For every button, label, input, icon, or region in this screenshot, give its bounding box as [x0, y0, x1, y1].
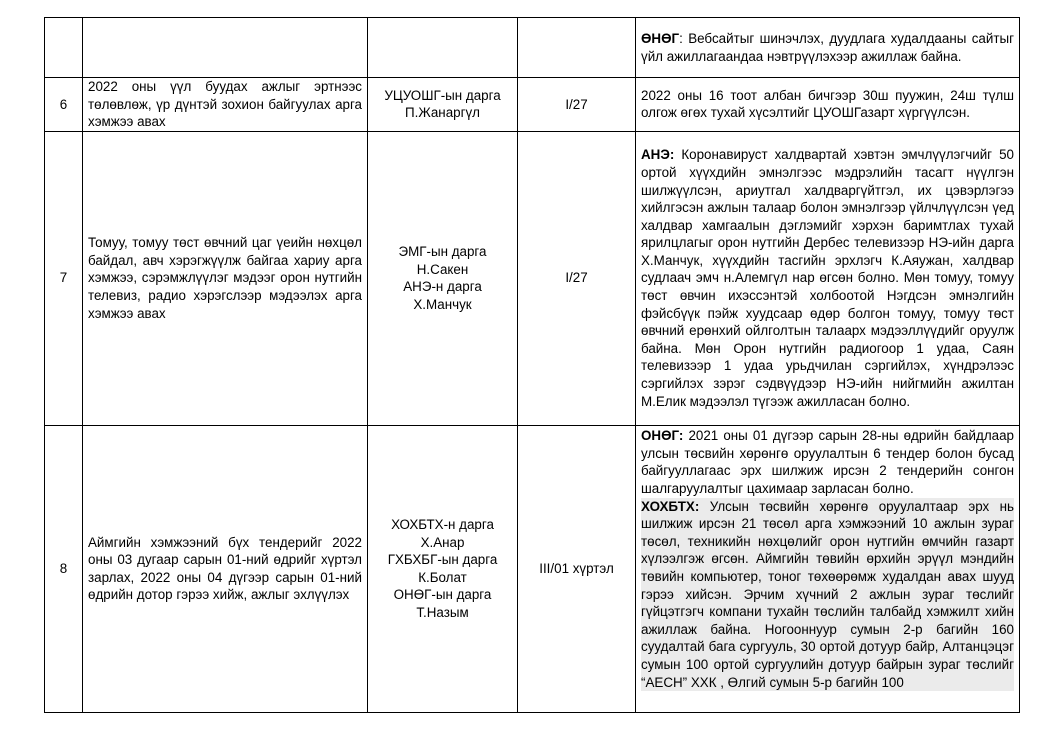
- responsible-line: Т.Назым: [416, 604, 469, 620]
- result-paragraph: [641, 87, 1014, 122]
- result-paragraph: [641, 498, 1014, 692]
- responsible-line: ХОХБТХ-н дарга: [391, 517, 494, 532]
- report-table: [44, 17, 1020, 713]
- table-row: [45, 425, 1020, 712]
- org-label: АНЭ:: [641, 147, 675, 163]
- table-row: [45, 131, 1020, 425]
- result-text: Коронавируст халдвартай хэвтэн эмчлүүлэгчийг 50 ортой хүүхдийн эмнэлгээс мэдрэлийн тасагт нүүлгэн шилжүүлсэн, ариутгал халдваргүйтгэл, их цэвэрлэгээ хийлгэсэн ажлын талаар болон эмнэлгээр үйлчлүүлсэн үед халдвар хамгаалын дэглэмийг хэрхэн баримтлах тухай ярилцлагыг орон нутгийн Дербес телевизээр НЭ-ийн дарга Х.Манчук, хүүхдийн тасгийн эрхлэгч К.Аяужан, халдвар судлаач эмч н.Алемгүл нар өгсөн болно. Мөн томуу, томуу төст өвчин ихэссэнтэй холбоотой Нэгдсэн эмнэлгийн фэйсбүүк пэйж хуудсаар өдөр болгон томуу, томуу төст өвчний ерөнхий ойлголтын талаарх мэдээллүүдийг оруулж байна. Мөн Орон нутгийн радиогоор 1 удаа, Саян телевизээр 1 удаа урьдчилан сэргийлэх, хүндрэлээс сэргийлэх зэрэг сэдвүүдээр НЭ-ийн нийгмийн ажилтан М.Елик мэдээлэл түгээж ажилласан болно.: [641, 147, 1014, 409]
- result-paragraph: [641, 30, 1014, 65]
- responsible-line: Х.Манчук: [413, 296, 472, 312]
- deadline-cell: I/27: [518, 78, 636, 132]
- responsible-line: АНЭ-н дарга: [403, 279, 482, 295]
- responsible-line: ЭМГ-ын дарга: [398, 244, 487, 260]
- result-cell: [636, 425, 1020, 712]
- table-row: [45, 18, 1020, 78]
- responsible-line: ОНӨГ-ын дарга: [393, 587, 492, 603]
- org-label: ХОХБТХ:: [641, 498, 700, 514]
- row-number: 7: [45, 131, 83, 425]
- result-text: 2022 оны 16 тоот албан бичгээр 30ш пуужин, 24ш түлш олгож өгөх тухай хүсэлтийг ЦУОШГазарт хүргүүлсэн.: [641, 87, 1014, 121]
- responsible-line: Х.Анар: [420, 534, 465, 550]
- responsible-cell: [368, 425, 518, 712]
- result-text: : Вебсайтыг шинэчлэх, дуудлага худалдааны сайтыг үйл ажиллагаандаа нэвтрүүлэхээр ажиллаж байна.: [641, 30, 1014, 64]
- row-number: 6: [45, 78, 83, 132]
- responsible-cell: [368, 78, 518, 132]
- deadline-cell: [518, 18, 636, 78]
- responsible-line: ГХБХБГ-ын дарга: [387, 552, 498, 568]
- org-label: ОНӨГ:: [641, 428, 684, 444]
- deadline-cell: I/27: [518, 131, 636, 425]
- row-number: [45, 18, 83, 78]
- responsible-line: УЦУОШГ-ын дарга: [384, 87, 501, 103]
- responsible-line: Н.Сакен: [416, 261, 469, 277]
- task-cell: [83, 18, 368, 78]
- result-text: 2021 оны 01 дүгээр сарын 28-ны өдрийн байдлаар улсын төсвийн хөрөнгө оруулалтын 6 тендер болон бусад байгууллагаас эрх шилжиж ирсэн 2 тендерийн сонгон шалгаруулалтыг цахимаар зарласан болно.: [641, 428, 1014, 497]
- result-text: Улсын төсвийн хөрөнгө оруулалтаар эрх нь шилжиж ирсэн 21 төсөл арга хэмжээний 10 ажлын зураг төсөл, техникийн нөхцөлийг орон нутгийн өмчийн газарт хүлээлгэж өгсөн. Аймгийн төвийн өрхийн эрүүл мэндийн төвийн компьютер, тоног төхөөрөмж худалдан авах шууд гэрээ хийсэн. Эрчим хүчний 2 ажлын зураг төслийг гүйцэтгэгч компани тухайн төслийн талбайд хэмжилт хийн ажиллаж байна. Ногооннуур сумын 2-р багийн 160 суудалтай бага сургууль, 30 ортой дотуур байр, Алтанцэцэг сумын 100 ортой сургуулийн дотуур байрын зураг төслийг “АЕСН” ХХК , Өлгий сумын 5-р багийн 100: [641, 498, 1014, 690]
- deadline-cell: III/01 хүртэл: [518, 425, 636, 712]
- table-row: [45, 78, 1020, 132]
- result-cell: [636, 78, 1020, 132]
- task-cell: Томуу, томуу төст өвчний цаг үеийн нөхцөл байдал, авч хэрэгжүүлж байгаа хариу арга хэмжээ, сэрэмжлүүлэг мэдээг орон нутгийн телевиз, радио хэрэгслээр мэдээлэх арга хэмжээ авах: [83, 131, 368, 425]
- responsible-cell: [368, 18, 518, 78]
- task-cell: Аймгийн хэмжээний бүх тендерийг 2022 оны 03 дугаар сарын 01-ний өдрийг хүртэл зарлах, 2022 оны 04 дүгээр сарын 01-ний өдрийн дотор гэрээ хийж, ажлыг эхлүүлэх: [83, 425, 368, 712]
- result-paragraph: [641, 427, 1014, 497]
- org-label: ӨНӨГ: [641, 30, 680, 46]
- row-number: 8: [45, 425, 83, 712]
- result-paragraph: [641, 146, 1014, 410]
- responsible-line: П.Жанаргүл: [405, 105, 480, 121]
- task-cell: 2022 оны үүл буудах ажлыг эртнээс төлөвлөж, үр дүнтэй зохион байгуулах арга хэмжээ авах: [83, 78, 368, 132]
- result-cell: [636, 131, 1020, 425]
- responsible-line: К.Болат: [418, 569, 467, 585]
- responsible-cell: [368, 131, 518, 425]
- result-cell: [636, 18, 1020, 78]
